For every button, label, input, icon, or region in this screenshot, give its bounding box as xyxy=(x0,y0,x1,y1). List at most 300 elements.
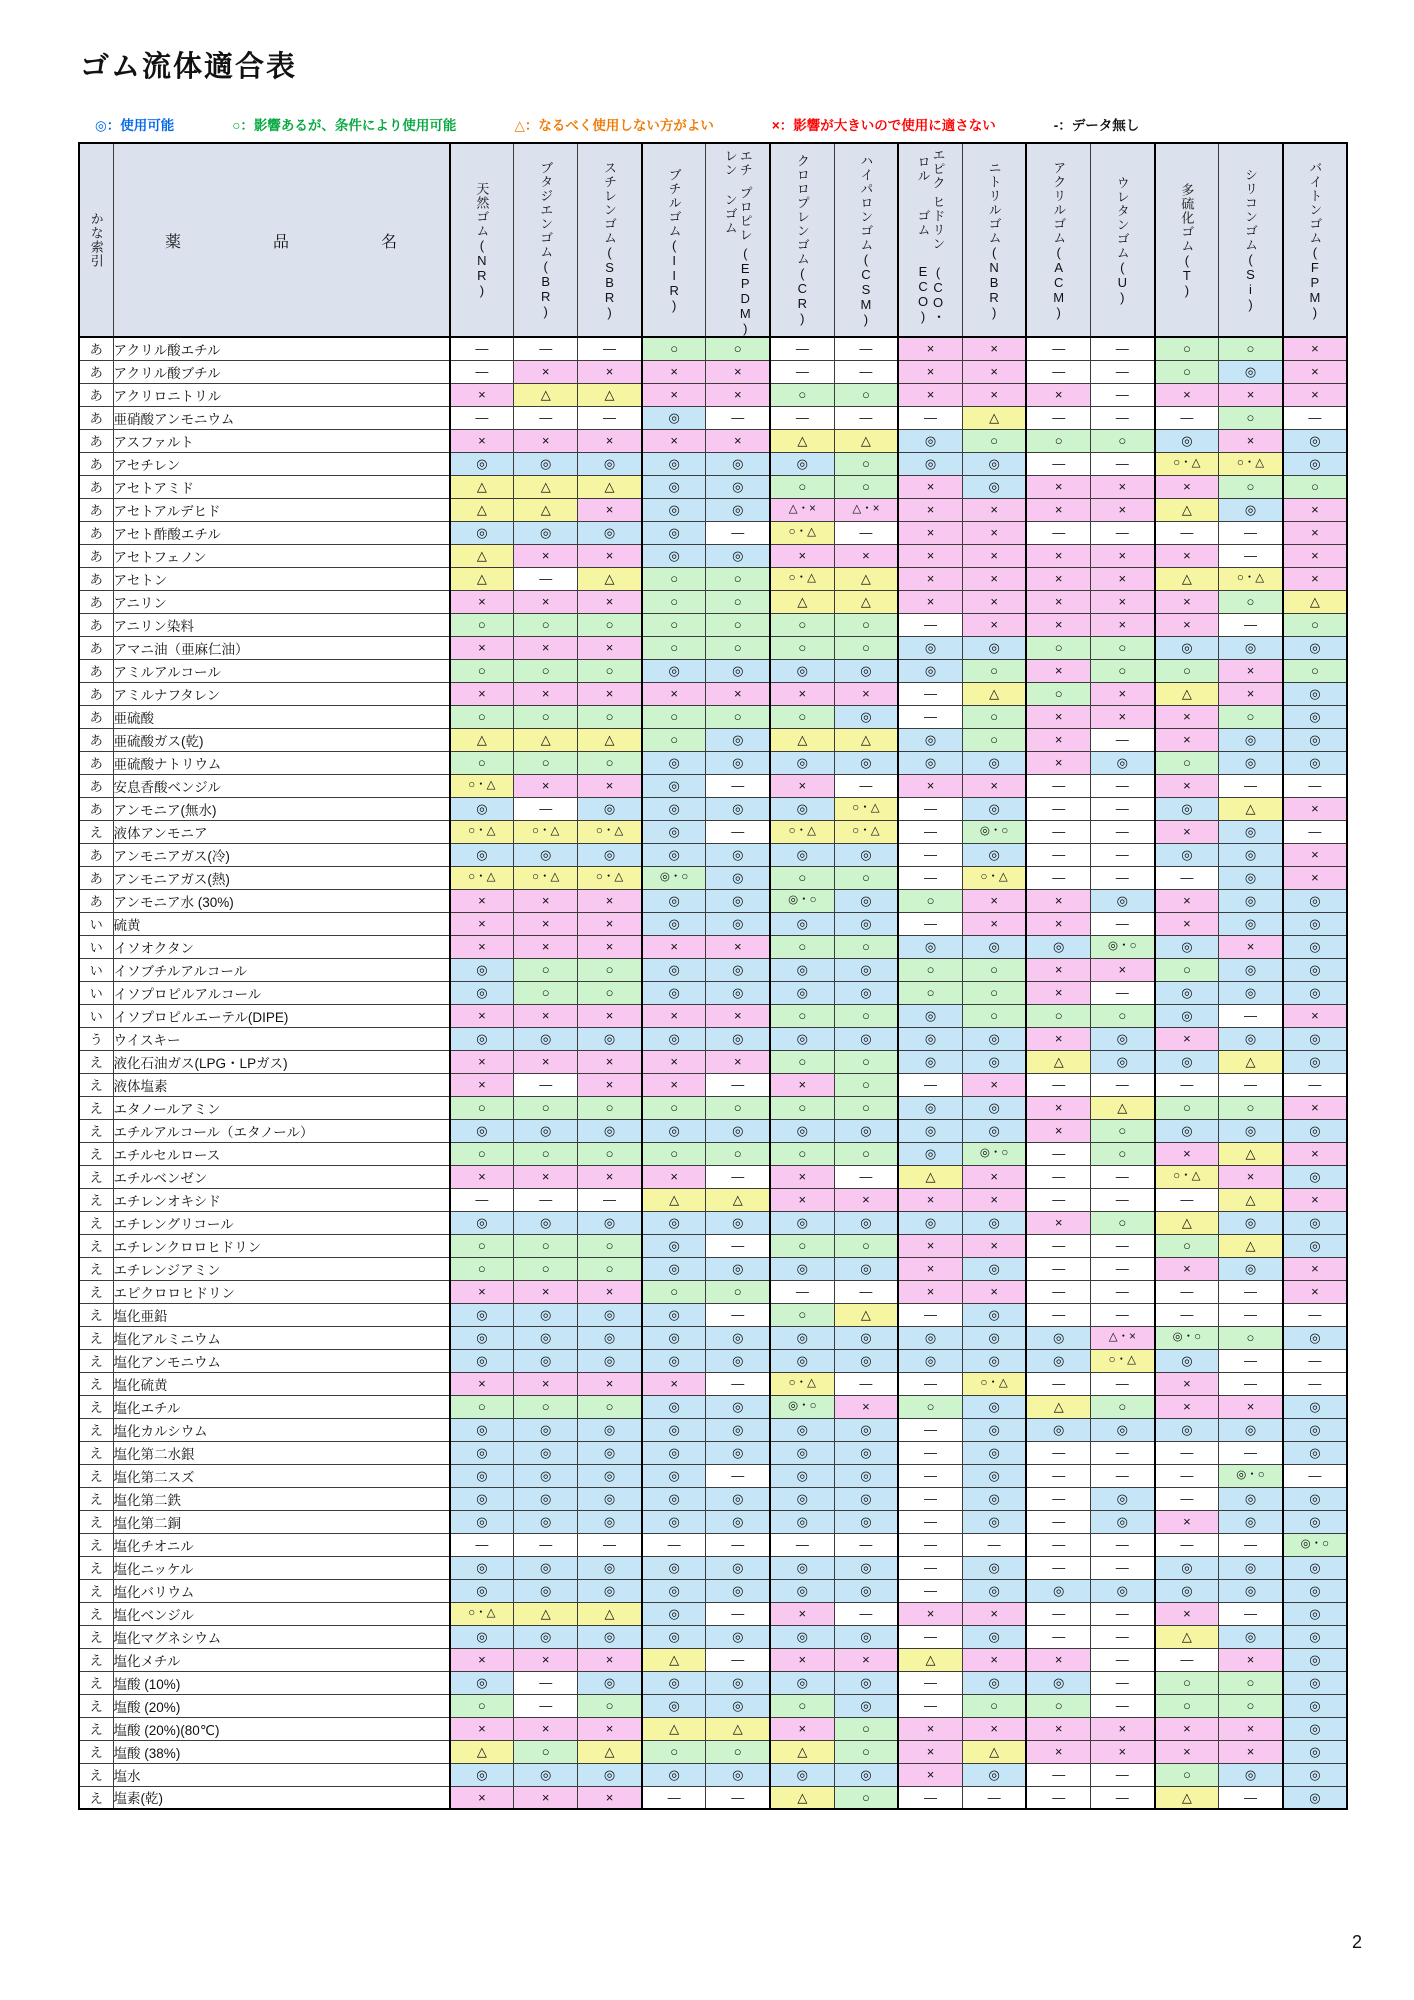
rating-cell: ◎ xyxy=(514,521,578,544)
rating-cell: ○ xyxy=(706,590,770,613)
rating-cell: ◎ xyxy=(962,1763,1026,1786)
rating-cell: ◎ xyxy=(450,1441,514,1464)
table-row xyxy=(79,1257,1347,1280)
rating-cell: △・× xyxy=(834,498,898,521)
rating-cell: — xyxy=(1091,1188,1155,1211)
rating-cell: ◎ xyxy=(834,1579,898,1602)
rating-cell: ◎ xyxy=(642,1418,706,1441)
table-row xyxy=(79,682,1347,705)
rating-cell: × xyxy=(1091,475,1155,498)
chemical-name: アセトアルデヒド xyxy=(113,498,450,521)
rating-cell: — xyxy=(1091,1464,1155,1487)
rating-cell: — xyxy=(1219,1303,1283,1326)
rating-cell: × xyxy=(1219,1165,1283,1188)
chemical-name: アニリン染料 xyxy=(113,613,450,636)
rating-cell: — xyxy=(1283,406,1347,429)
table-row xyxy=(79,1349,1347,1372)
rating-cell: ○ xyxy=(578,981,642,1004)
chemical-name: 塩化マグネシウム xyxy=(113,1625,450,1648)
rating-cell: × xyxy=(642,1372,706,1395)
rating-cell: × xyxy=(1026,383,1090,406)
rating-cell: ◎ xyxy=(450,981,514,1004)
rating-cell: ◎ xyxy=(1283,935,1347,958)
rating-cell: ◎ xyxy=(706,912,770,935)
rating-cell: △ xyxy=(962,406,1026,429)
chemical-name: アンモニアガス(冷) xyxy=(113,843,450,866)
rating-cell: ○ xyxy=(834,1142,898,1165)
rubber-column-header-NBR: ニトリルゴム (NBR) xyxy=(962,143,1026,337)
rating-cell: ◎ xyxy=(450,958,514,981)
rating-cell: ◎ xyxy=(898,751,962,774)
rating-cell: ◎ xyxy=(578,797,642,820)
rating-cell: ○・△ xyxy=(514,820,578,843)
rating-cell: × xyxy=(1219,1717,1283,1740)
rating-cell: ◎ xyxy=(642,958,706,981)
rating-cell: — xyxy=(1026,1142,1090,1165)
rating-cell: — xyxy=(514,797,578,820)
rating-cell: × xyxy=(1091,705,1155,728)
rating-cell: × xyxy=(1026,613,1090,636)
rating-cell: — xyxy=(1091,912,1155,935)
rating-cell: ○ xyxy=(1091,636,1155,659)
rating-cell: ○ xyxy=(962,958,1026,981)
rating-cell: ○ xyxy=(706,636,770,659)
rating-cell: — xyxy=(834,1372,898,1395)
rating-cell: × xyxy=(578,429,642,452)
rating-cell: ◎ xyxy=(1155,981,1219,1004)
rating-cell: ◎ xyxy=(642,1625,706,1648)
table-row xyxy=(79,1004,1347,1027)
rating-cell: — xyxy=(1091,1257,1155,1280)
legend-item-2: △：なるべく使用しない方がよい xyxy=(514,118,714,133)
rating-cell: ◎ xyxy=(642,1027,706,1050)
rating-cell: ◎ xyxy=(962,1441,1026,1464)
rating-cell: ○ xyxy=(1155,751,1219,774)
chemical-name: エチレングリコール xyxy=(113,1211,450,1234)
rating-cell: × xyxy=(962,1073,1026,1096)
rating-cell: ◎ xyxy=(450,1303,514,1326)
rating-cell: ◎ xyxy=(834,1671,898,1694)
kana-cell: あ xyxy=(79,429,113,452)
rating-cell: ○ xyxy=(450,1257,514,1280)
rating-cell: △ xyxy=(578,728,642,751)
table-row xyxy=(79,797,1347,820)
rating-cell: × xyxy=(962,613,1026,636)
rating-cell: ◎ xyxy=(578,843,642,866)
rating-cell: — xyxy=(1026,1533,1090,1556)
rating-cell: × xyxy=(450,429,514,452)
rating-cell: — xyxy=(1283,1073,1347,1096)
rating-cell: ◎ xyxy=(1219,728,1283,751)
chemical-name: イソブチルアルコール xyxy=(113,958,450,981)
rating-cell: ○ xyxy=(450,1096,514,1119)
rating-cell: ◎ xyxy=(514,1763,578,1786)
rating-cell: × xyxy=(578,544,642,567)
rating-cell: × xyxy=(1283,1142,1347,1165)
kana-cell: え xyxy=(79,1142,113,1165)
rating-cell: × xyxy=(1026,958,1090,981)
chemical-name: エチレンジアミン xyxy=(113,1257,450,1280)
rating-cell: ◎ xyxy=(706,889,770,912)
rating-cell: ◎ xyxy=(642,1464,706,1487)
rating-cell: ◎ xyxy=(834,1625,898,1648)
rating-cell: ◎ xyxy=(450,1418,514,1441)
rating-cell: ◎ xyxy=(514,1119,578,1142)
rating-cell: ◎・○ xyxy=(642,866,706,889)
kana-cell: え xyxy=(79,1165,113,1188)
kana-cell: あ xyxy=(79,866,113,889)
rating-cell: — xyxy=(898,912,962,935)
kana-cell: え xyxy=(79,1579,113,1602)
rating-cell: — xyxy=(834,1533,898,1556)
chemical-name: 塩化ベンジル xyxy=(113,1602,450,1625)
rating-cell: ○ xyxy=(1155,659,1219,682)
kana-cell: あ xyxy=(79,337,113,360)
chemical-name: 塩化アルミニウム xyxy=(113,1326,450,1349)
rating-cell: × xyxy=(578,360,642,383)
rating-cell: △ xyxy=(1219,1050,1283,1073)
rating-cell: — xyxy=(1026,1257,1090,1280)
rating-cell: × xyxy=(1091,682,1155,705)
rating-cell: ◎ xyxy=(1283,751,1347,774)
rating-cell: ◎ xyxy=(578,1510,642,1533)
rating-cell: — xyxy=(1026,797,1090,820)
rating-cell: ○ xyxy=(450,1395,514,1418)
rating-cell: ◎ xyxy=(962,1119,1026,1142)
rating-cell: ◎ xyxy=(1283,912,1347,935)
rating-cell: — xyxy=(1091,774,1155,797)
rating-cell: ○ xyxy=(770,705,834,728)
rating-cell: × xyxy=(1155,544,1219,567)
rating-cell: ◎ xyxy=(834,1027,898,1050)
rating-cell: — xyxy=(1155,1464,1219,1487)
rating-cell: ◎ xyxy=(962,1050,1026,1073)
rating-cell: △ xyxy=(450,498,514,521)
rating-cell: ◎ xyxy=(1283,1234,1347,1257)
rating-cell: ◎ xyxy=(770,1027,834,1050)
rating-cell: ◎ xyxy=(834,1211,898,1234)
kana-cell: あ xyxy=(79,360,113,383)
rating-cell: ◎ xyxy=(1155,429,1219,452)
rating-cell: ◎ xyxy=(706,1211,770,1234)
kana-cell: い xyxy=(79,981,113,1004)
rating-cell: ◎ xyxy=(1155,636,1219,659)
rating-cell: × xyxy=(898,337,962,360)
rating-cell: ○ xyxy=(578,1142,642,1165)
chemical-name: エチルアルコール（エタノール） xyxy=(113,1119,450,1142)
rating-cell: ◎ xyxy=(514,843,578,866)
rating-cell: × xyxy=(1026,1211,1090,1234)
rubber-column-header-ACM: アクリルゴム (ACM) xyxy=(1026,143,1090,337)
rating-cell: × xyxy=(770,544,834,567)
rating-cell: ○ xyxy=(1155,360,1219,383)
rating-cell: ◎ xyxy=(834,1763,898,1786)
rating-cell: × xyxy=(770,1648,834,1671)
rating-cell: △ xyxy=(1155,1625,1219,1648)
kana-cell: え xyxy=(79,1303,113,1326)
rating-cell: ◎ xyxy=(706,1510,770,1533)
rating-cell: ◎ xyxy=(1283,429,1347,452)
rating-cell: ○・△ xyxy=(962,1372,1026,1395)
rating-cell: ◎ xyxy=(642,1257,706,1280)
rating-cell: × xyxy=(1283,1004,1347,1027)
rating-cell: ◎ xyxy=(642,774,706,797)
rating-cell: × xyxy=(834,1395,898,1418)
rating-cell: — xyxy=(1026,1786,1090,1809)
chemical-name: 塩化チオニル xyxy=(113,1533,450,1556)
rating-cell: — xyxy=(1219,1602,1283,1625)
rating-cell: ◎ xyxy=(642,1510,706,1533)
rating-cell: × xyxy=(642,383,706,406)
rating-cell: △ xyxy=(770,728,834,751)
rating-cell: ○ xyxy=(898,981,962,1004)
page-number: 2 xyxy=(1352,1932,1363,1952)
rating-cell: △ xyxy=(578,383,642,406)
rating-cell: △ xyxy=(1026,1395,1090,1418)
rating-cell: ◎ xyxy=(898,1326,962,1349)
rating-cell: ○ xyxy=(770,1096,834,1119)
rating-cell: ◎ xyxy=(1155,1349,1219,1372)
rating-cell: — xyxy=(1219,1533,1283,1556)
chemical-name: アクリル酸ブチル xyxy=(113,360,450,383)
rating-cell: ○ xyxy=(1283,475,1347,498)
rating-cell: ◎ xyxy=(1219,1027,1283,1050)
chemical-name: 塩化エチル xyxy=(113,1395,450,1418)
rating-cell: — xyxy=(1219,613,1283,636)
kana-cell: え xyxy=(79,1763,113,1786)
chemical-name: 塩化バリウム xyxy=(113,1579,450,1602)
chemical-name: アクリル酸エチル xyxy=(113,337,450,360)
rating-cell: × xyxy=(450,889,514,912)
rating-cell: — xyxy=(1219,1073,1283,1096)
rating-cell: ○ xyxy=(1219,1671,1283,1694)
rating-cell: ◎ xyxy=(642,406,706,429)
kana-cell: あ xyxy=(79,567,113,590)
rating-cell: ○ xyxy=(578,1234,642,1257)
rating-cell: × xyxy=(898,1740,962,1763)
rating-cell: — xyxy=(1283,774,1347,797)
rating-cell: ○ xyxy=(1219,475,1283,498)
rating-cell: × xyxy=(1091,590,1155,613)
rating-cell: ○・△ xyxy=(962,866,1026,889)
rating-cell: × xyxy=(706,360,770,383)
rating-cell: × xyxy=(514,360,578,383)
rating-cell: ◎ xyxy=(706,1119,770,1142)
rating-cell: ○ xyxy=(1091,429,1155,452)
rating-cell: ◎ xyxy=(578,1625,642,1648)
table-row xyxy=(79,751,1347,774)
rating-cell: — xyxy=(706,406,770,429)
rating-cell: ○ xyxy=(834,1004,898,1027)
rating-cell: ○ xyxy=(1091,1004,1155,1027)
table-row xyxy=(79,889,1347,912)
rating-cell: — xyxy=(1091,1763,1155,1786)
rating-cell: ◎・○ xyxy=(1283,1533,1347,1556)
rating-cell: ◎ xyxy=(834,958,898,981)
rating-cell: ◎ xyxy=(642,452,706,475)
rating-cell: △ xyxy=(1091,1096,1155,1119)
rating-cell: × xyxy=(706,1050,770,1073)
rating-cell: △ xyxy=(514,383,578,406)
rating-cell: × xyxy=(1155,1740,1219,1763)
rating-cell: — xyxy=(1155,521,1219,544)
rating-cell: × xyxy=(1219,682,1283,705)
rating-cell: ◎ xyxy=(1155,843,1219,866)
rating-cell: ◎ xyxy=(834,1119,898,1142)
rating-cell: ◎ xyxy=(834,1464,898,1487)
rating-cell: ◎ xyxy=(1219,1510,1283,1533)
rating-cell: × xyxy=(450,1717,514,1740)
rating-cell: ◎ xyxy=(706,1257,770,1280)
rating-cell: — xyxy=(1219,1280,1283,1303)
rating-cell: × xyxy=(1155,1257,1219,1280)
kana-cell: え xyxy=(79,1050,113,1073)
rating-cell: ◎ xyxy=(898,1096,962,1119)
chemical-name: エタノールアミン xyxy=(113,1096,450,1119)
rating-cell: ○ xyxy=(450,751,514,774)
table-row xyxy=(79,1694,1347,1717)
rating-cell: — xyxy=(514,1694,578,1717)
rating-cell: ◎ xyxy=(706,958,770,981)
rating-cell: × xyxy=(1155,889,1219,912)
rating-cell: × xyxy=(1091,544,1155,567)
rating-cell: ◎ xyxy=(706,659,770,682)
rating-cell: ◎ xyxy=(706,751,770,774)
rating-cell: ○ xyxy=(962,429,1026,452)
rating-cell: ◎ xyxy=(706,452,770,475)
rating-cell: ○ xyxy=(898,958,962,981)
rating-cell: × xyxy=(962,567,1026,590)
kana-cell: え xyxy=(79,1234,113,1257)
rating-cell: ◎ xyxy=(1283,682,1347,705)
rating-cell: ◎ xyxy=(706,1625,770,1648)
rating-cell: ◎ xyxy=(962,1257,1026,1280)
rating-cell: ◎ xyxy=(770,1556,834,1579)
rating-cell: — xyxy=(1155,1441,1219,1464)
rating-cell: ◎ xyxy=(1283,705,1347,728)
rating-cell: ◎ xyxy=(1283,958,1347,981)
rating-cell: △ xyxy=(834,590,898,613)
table-row xyxy=(79,1280,1347,1303)
rating-cell: ○ xyxy=(1155,337,1219,360)
table-row xyxy=(79,1648,1347,1671)
table-row xyxy=(79,337,1347,360)
rating-cell: △ xyxy=(642,1648,706,1671)
rating-cell: ◎ xyxy=(770,1441,834,1464)
chemical-name: 塩酸 (20%) xyxy=(113,1694,450,1717)
rating-cell: × xyxy=(1091,1740,1155,1763)
rating-cell: ◎ xyxy=(1091,1418,1155,1441)
rating-cell: × xyxy=(450,1004,514,1027)
rating-cell: — xyxy=(1026,1441,1090,1464)
rating-cell: — xyxy=(706,1464,770,1487)
rating-cell: ◎ xyxy=(514,1556,578,1579)
chemical-name: 塩化ニッケル xyxy=(113,1556,450,1579)
rating-cell: × xyxy=(1283,1096,1347,1119)
rubber-column-header-NR: 天然ゴム (NR) xyxy=(450,143,514,337)
rating-cell: — xyxy=(1219,544,1283,567)
kana-cell: あ xyxy=(79,521,113,544)
rating-cell: × xyxy=(1283,521,1347,544)
rating-cell: ◎ xyxy=(962,1027,1026,1050)
rubber-column-header-IIR: ブチルゴム (IIR) xyxy=(642,143,706,337)
chemical-name: 塩化第二水銀 xyxy=(113,1441,450,1464)
rating-cell: ○ xyxy=(834,1096,898,1119)
rating-cell: ◎ xyxy=(514,1303,578,1326)
rating-cell: ◎ xyxy=(770,751,834,774)
rating-cell: × xyxy=(1091,958,1155,981)
rating-cell: — xyxy=(1091,360,1155,383)
rating-cell: × xyxy=(1026,889,1090,912)
rating-cell: ◎・○ xyxy=(962,820,1026,843)
rating-cell: ◎ xyxy=(1283,1740,1347,1763)
rating-cell: ◎ xyxy=(1219,866,1283,889)
rating-cell: ◎ xyxy=(578,1326,642,1349)
rating-cell: — xyxy=(1091,521,1155,544)
kana-cell: え xyxy=(79,1694,113,1717)
rating-cell: — xyxy=(514,1188,578,1211)
rating-cell: — xyxy=(514,406,578,429)
rating-cell: — xyxy=(898,1464,962,1487)
rating-cell: — xyxy=(1091,1165,1155,1188)
rating-cell: ◎ xyxy=(834,705,898,728)
chemical-name: 亜硫酸ナトリウム xyxy=(113,751,450,774)
table-row xyxy=(79,452,1347,475)
rating-cell: ◎ xyxy=(642,544,706,567)
chemical-name: エピクロロヒドリン xyxy=(113,1280,450,1303)
rating-cell: × xyxy=(514,935,578,958)
rating-cell: ◎ xyxy=(642,1326,706,1349)
rating-cell: ◎ xyxy=(706,1579,770,1602)
rating-cell: — xyxy=(1091,1648,1155,1671)
rating-cell: ○・△ xyxy=(578,866,642,889)
rating-cell: ◎ xyxy=(706,1395,770,1418)
rubber-column-header-COECO: エピクロル ヒドリンゴム (CO・ECO) xyxy=(898,143,962,337)
table-row xyxy=(79,521,1347,544)
rating-cell: ○ xyxy=(514,1740,578,1763)
rating-cell: — xyxy=(1091,1533,1155,1556)
rating-cell: ◎ xyxy=(578,1556,642,1579)
rating-cell: — xyxy=(1283,1303,1347,1326)
table-row xyxy=(79,1395,1347,1418)
rating-cell: — xyxy=(898,705,962,728)
chemical-name: エチレンクロロヒドリン xyxy=(113,1234,450,1257)
rating-cell: ○ xyxy=(706,1740,770,1763)
rating-cell: ◎ xyxy=(706,728,770,751)
rating-cell: ◎ xyxy=(1091,1050,1155,1073)
rating-cell: — xyxy=(1091,1372,1155,1395)
rating-cell: × xyxy=(514,1372,578,1395)
rating-cell: ○・△ xyxy=(1219,567,1283,590)
rating-cell: × xyxy=(898,1602,962,1625)
chemical-name: アニリン xyxy=(113,590,450,613)
rating-cell: ◎ xyxy=(642,1556,706,1579)
rating-cell: △ xyxy=(514,475,578,498)
rating-cell: — xyxy=(898,1625,962,1648)
rating-cell: ◎ xyxy=(514,1326,578,1349)
table-row xyxy=(79,406,1347,429)
kana-cell: え xyxy=(79,1326,113,1349)
rating-cell: × xyxy=(706,682,770,705)
rating-cell: — xyxy=(898,682,962,705)
rating-cell: — xyxy=(1026,452,1090,475)
table-row xyxy=(79,1464,1347,1487)
rating-cell: × xyxy=(514,636,578,659)
rating-cell: ◎ xyxy=(1155,1556,1219,1579)
rating-cell: × xyxy=(898,1257,962,1280)
rating-cell: ◎ xyxy=(642,498,706,521)
rating-cell: — xyxy=(1219,1349,1283,1372)
